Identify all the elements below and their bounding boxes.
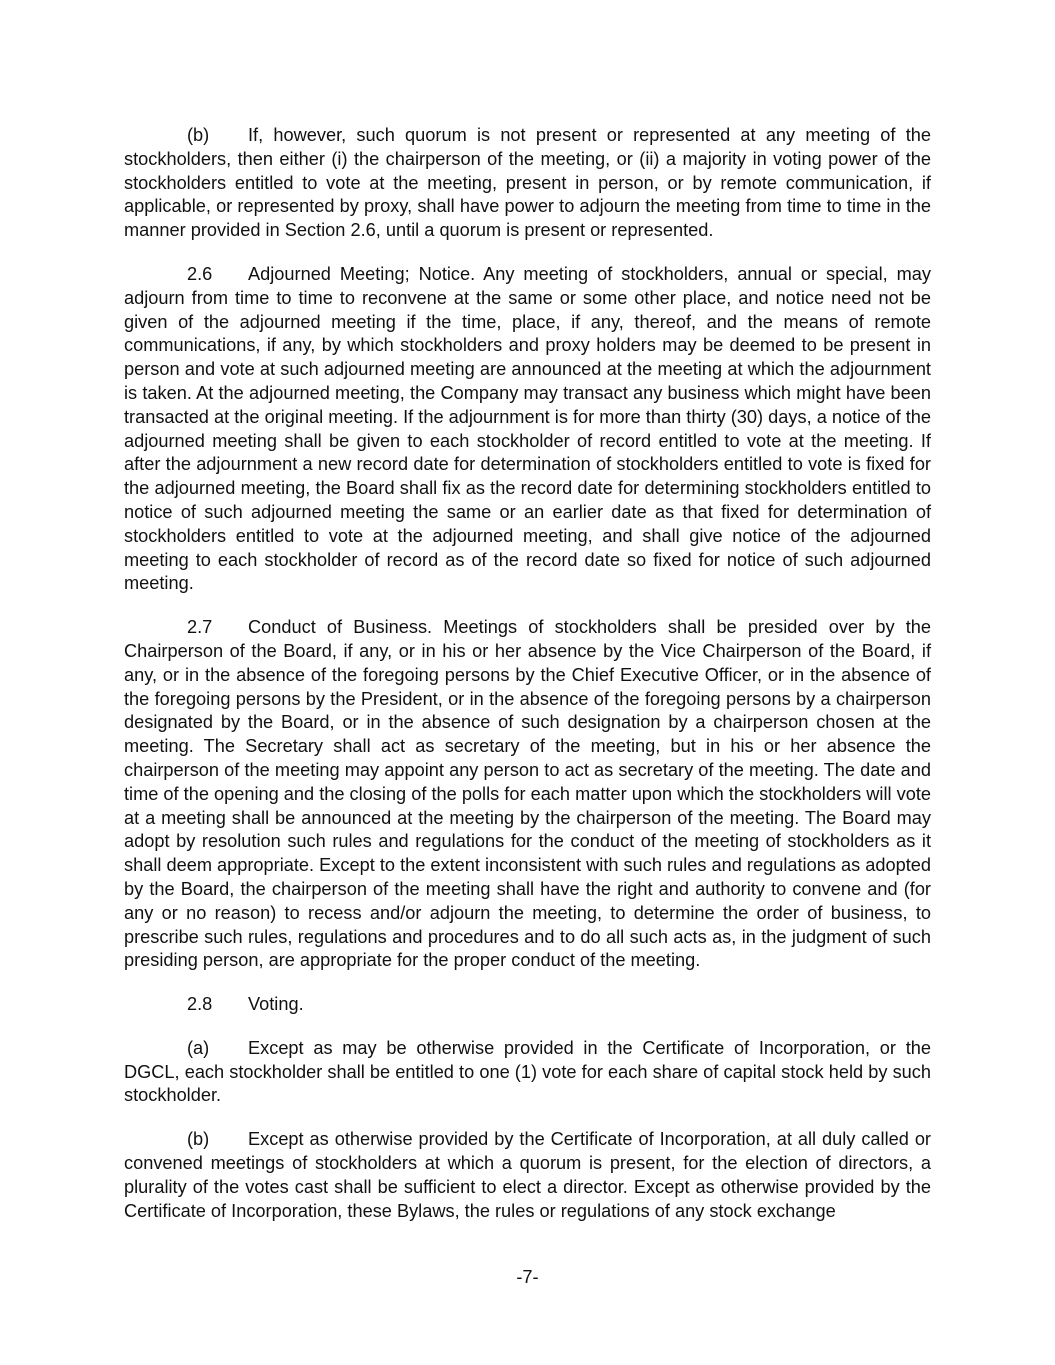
section-number: 2.6: [187, 263, 213, 284]
section-number: 2.7: [187, 617, 213, 638]
paragraph-text: Adjourned Meeting; Notice. Any meeting of stockholders, annual or special, may adjourn from time to time to reconvene at the same or some other place, and notice need not be given of the adjourned meeting if the time, place, if any, thereof, and the means of remote communications, if any, by which stockholders and proxy holders may be deemed to be present in person and vote at such adjourned meeting are announced at the meeting at which the adjournment is taken. At the adjourned meeting, the Company may transact any business which might have been transacted at the original meeting. If the adjournment is for more than thirty (30) days, a notice of the adjourned meeting shall be given to each stockholder of record entitled to vote at the meeting. If after the adjournment a new record date for determination of stockholders entitled to vote is fixed for the adjourned meeting, the Board shall fix as the record date for determining stockholders entitled to notice of such adjourned meeting the same or an earlier date as that fixed for determination of stockholders entitled to vote at the adjourned meeting, and shall give notice of the adjourned meeting to each stockholder of record as of the record date so fixed for notice of such adjourned meeting.: [124, 263, 931, 594]
document-page: [124, 124, 931, 1243]
section-heading-2-8: [124, 993, 931, 1017]
paragraph-text: Except as may be otherwise provided in the Certificate of Incorporation, or the DGCL, each stockholder shall be entitled to one (1) vote for each share of capital stock held by such stockholder.: [124, 1037, 931, 1106]
paragraph-label: (b): [187, 1129, 210, 1150]
paragraph-text: If, however, such quorum is not present or represented at any meeting of the stockholders, then either (i) the chairperson of the meeting, or (ii) a majority in voting power of the stockholders entitled to vote at the meeting, present in person, or by remote communication, if applicable, or represented by proxy, shall have power to adjourn the meeting from time to time in the manner provided in Section 2.6, until a quorum is present or represented.: [124, 125, 931, 241]
paragraph-voting-b: [124, 1128, 931, 1223]
paragraph-section-2-7: [124, 616, 931, 973]
paragraph-text: Except as otherwise provided by the Certificate of Incorporation, at all duly called or convened meetings of stockholders at which a quorum is present, for the election of directors, a plurality of the votes cast shall be sufficient to elect a director. Except as otherwise provided by the Certificate of Incorporation, these Bylaws, the rules or regulations of any stock exchange: [124, 1129, 931, 1221]
paragraph-text: Conduct of Business. Meetings of stockholders shall be presided over by the Chairperson of the Board, if any, or in his or her absence by the Vice Chairperson of the Board, if any, or in the absence of the foregoing persons by the Chief Executive Officer, or in the absence of the foregoing persons by the President, or in the absence of the foregoing persons by a chairperson designated by the Board, or in the absence of such designation by a chairperson chosen at the meeting. The Secretary shall act as secretary of the meeting, but in his or her absence the chairperson of the meeting may appoint any person to act as secretary of the meeting. The date and time of the opening and the closing of the polls for each matter upon which the stockholders will vote at a meeting shall be announced at the meeting by the chairperson of the meeting. The Board may adopt by resolution such rules and regulations for the conduct of the meeting of stockholders as it shall deem appropriate. Except to the extent inconsistent with such rules and regulations as adopted by the Board, the chairperson of the meeting shall have the right and authority to convene and (for any or no reason) to recess and/or adjourn the meeting, to determine the order of business, to prescribe such rules, regulations and procedures and to do all such acts as, in the judgment of such presiding person, are appropriate for the proper conduct of the meeting.: [124, 617, 931, 971]
paragraph-label: (b): [187, 125, 210, 145]
paragraph-voting-a: [124, 1037, 931, 1108]
paragraph-label: (a): [187, 1037, 210, 1058]
paragraph-quorum-adjourn: [124, 124, 931, 243]
page-number: -7-: [516, 1267, 539, 1287]
section-number: 2.8: [187, 994, 213, 1015]
section-title: Voting.: [248, 994, 304, 1015]
paragraph-section-2-6: [124, 263, 931, 596]
